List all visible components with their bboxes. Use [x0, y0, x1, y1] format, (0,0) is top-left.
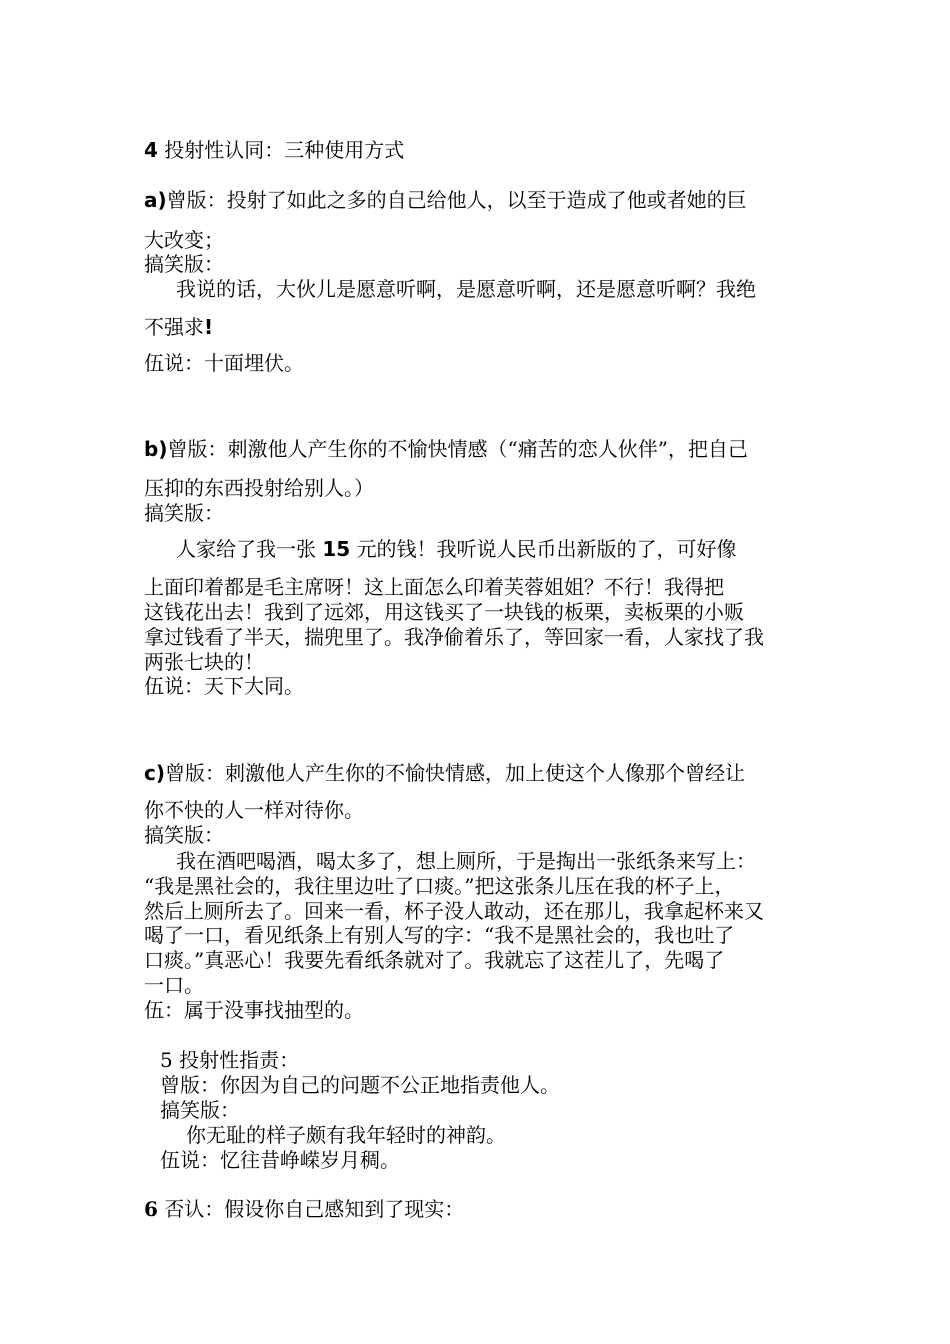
item-b-joke-line-4: 拿过钱看了半天，揣兜里了。我净偷着乐了，等回家一看，人家找了我 — [144, 625, 764, 649]
section-5-joke-label: 搞笑版： — [160, 1098, 240, 1122]
section-5-zeng: 曾版：你因为自己的问题不公正地指责他人。 — [160, 1073, 560, 1097]
item-a-wu: 伍说：十面埋伏。 — [144, 351, 304, 375]
item-b-line-1: b)曾版：刺激他人产生你的不愉快情感（“痛苦的恋人伙伴”，把自己 — [144, 437, 748, 461]
item-b-joke-line-2: 上面印着都是毛主席呀！这上面怎么印着芙蓉姐姐？不行！我得把 — [144, 575, 724, 599]
item-a-line-1: a)曾版：投射了如此之多的自己给他人，以至于造成了他或者她的巨 — [144, 188, 747, 212]
section-5-heading: 5 投射性指责： — [160, 1048, 300, 1072]
item-a-joke-label: 搞笑版： — [144, 252, 224, 276]
item-a-joke-line-2: 不强求! — [144, 315, 214, 339]
item-b-joke-label: 搞笑版： — [144, 501, 224, 525]
item-a-joke-line-1: 我说的话，大伙儿是愿意听啊，是愿意听啊，还是愿意听啊？我绝 — [176, 277, 756, 301]
section-4-heading: 4 投射性认同：三种使用方式 — [144, 138, 405, 162]
section-5-wu: 伍说：忆往昔峥嵘岁月稠。 — [160, 1148, 400, 1172]
item-c-wu: 伍：属于没事找抽型的。 — [144, 998, 364, 1022]
section-5-joke-line-1: 你无耻的样子颇有我年轻时的神韵。 — [186, 1123, 506, 1147]
item-c-joke-line-1: 我在酒吧喝酒，喝太多了，想上厕所，于是掏出一张纸条来写上： — [176, 849, 756, 873]
item-b-joke-line-1: 人家给了我一张 15 元的钱！我听说人民币出新版的了，可好像 — [176, 537, 737, 561]
item-c-joke-line-3: 然后上厕所去了。回来一看，杯子没人敢动，还在那儿，我拿起杯来又 — [144, 899, 764, 923]
item-b-joke-line-3: 这钱花出去！我到了远郊，用这钱买了一块钱的板栗，卖板栗的小贩 — [144, 600, 744, 624]
item-b-joke-line-5: 两张七块的！ — [144, 650, 264, 674]
item-c-joke-line-6: 一口。 — [144, 973, 204, 997]
section-6-heading: 6 否认：假设你自己感知到了现实： — [144, 1197, 465, 1221]
item-c-line-1: c)曾版：刺激他人产生你的不愉快情感，加上使这个人像那个曾经让 — [144, 761, 745, 785]
item-c-joke-label: 搞笑版： — [144, 823, 224, 847]
item-c-joke-line-4: 喝了一口，看见纸条上有别人写的字：“我不是黑社会的，我也吐了 — [144, 923, 735, 947]
item-a-line-2: 大改变； — [144, 228, 224, 252]
item-c-joke-line-2: “我是黑社会的，我往里边吐了口痰。”把这张条儿压在我的杯子上， — [144, 874, 735, 898]
item-c-joke-line-5: 口痰。”真恶心！我要先看纸条就对了。我就忘了这茬儿了，先喝了 — [144, 948, 725, 972]
item-b-wu: 伍说：天下大同。 — [144, 674, 304, 698]
item-c-line-2: 你不快的人一样对待你。 — [144, 798, 364, 822]
item-b-line-2: 压抑的东西投射给别人。） — [144, 476, 374, 500]
